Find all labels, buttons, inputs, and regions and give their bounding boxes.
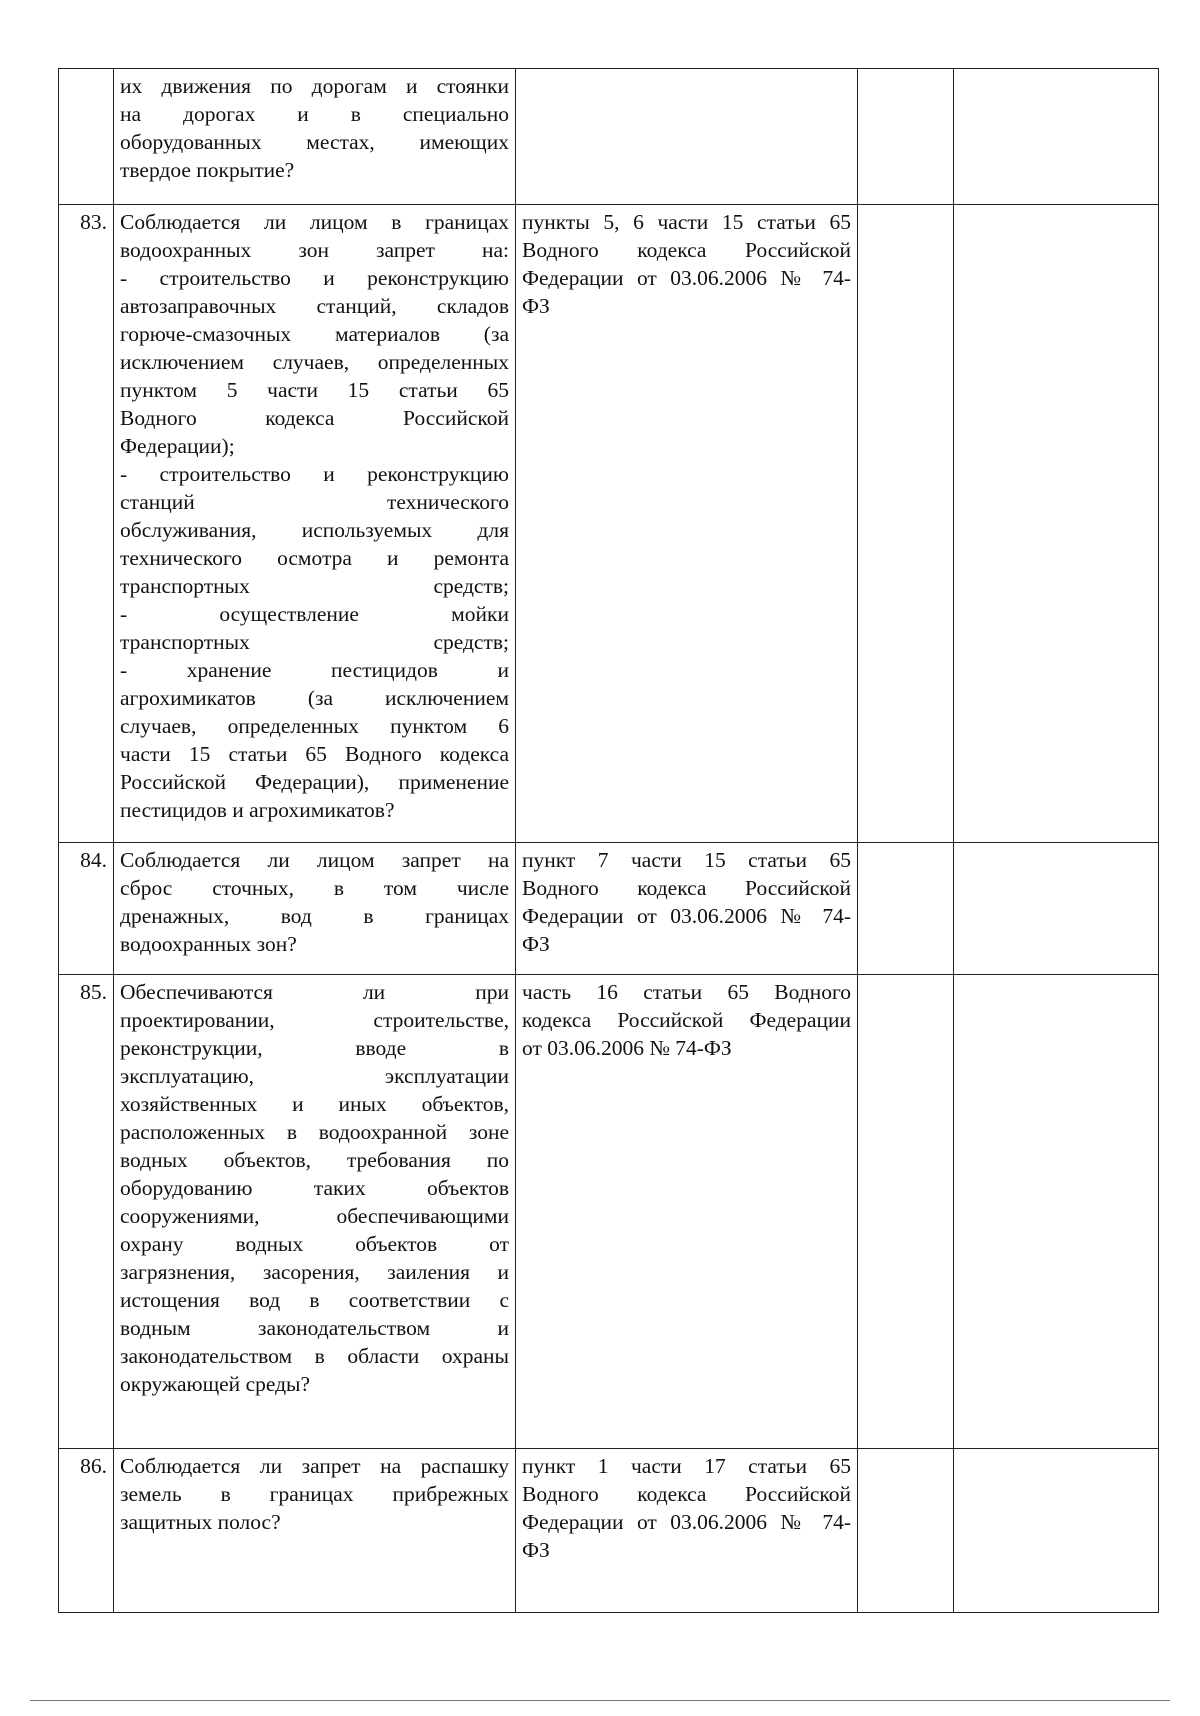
legal-reference-cell <box>516 205 858 843</box>
table-row <box>59 1449 1159 1613</box>
row-number-cell: 84. <box>59 843 114 975</box>
reference-text-line: пункт 7 части 15 статьи 65 <box>522 848 851 872</box>
question-text-line: - строительство и реконструкцию <box>120 462 509 486</box>
question-text-line: Федерации); <box>120 434 235 458</box>
question-text-line: расположенных в водоохранной зоне <box>120 1120 509 1144</box>
question-text-line: оборудованию таких объектов <box>120 1176 509 1200</box>
reference-text-line: Водного кодекса Российской <box>522 238 851 262</box>
table-row <box>59 69 1159 205</box>
question-cell <box>114 1449 516 1613</box>
question-text-line: станций технического <box>120 490 509 514</box>
question-text-line: Соблюдается ли лицом запрет на <box>120 848 509 872</box>
question-text-line: водных объектов, требования по <box>120 1148 509 1172</box>
empty-cell <box>858 1449 954 1613</box>
question-text-line: сброс сточных, в том числе <box>120 876 509 900</box>
reference-text-line: ФЗ <box>522 294 550 318</box>
question-text-line: их движения по дорогам и стоянки <box>120 74 509 98</box>
table-row <box>59 975 1159 1449</box>
row-number-cell: 83. <box>59 205 114 843</box>
question-text-line: реконструкции, вводе в <box>120 1036 509 1060</box>
question-text-line: истощения вод в соответствии с <box>120 1288 509 1312</box>
question-text-line: пестицидов и агрохимикатов? <box>120 798 395 822</box>
empty-cell <box>954 205 1159 843</box>
question-text-line: дренажных, вод в границах <box>120 904 509 928</box>
empty-cell <box>954 1449 1159 1613</box>
question-text-line: - осуществление мойки <box>120 602 509 626</box>
question-text-line: на дорогах и в специально <box>120 102 509 126</box>
question-text-line: горюче-смазочных материалов (за <box>120 322 509 346</box>
empty-cell <box>954 69 1159 205</box>
question-text-line: земель в границах прибрежных <box>120 1482 509 1506</box>
question-text-line: водным законодательством и <box>120 1316 509 1340</box>
reference-text-line: ФЗ <box>522 932 550 956</box>
question-text-line: охрану водных объектов от <box>120 1232 509 1256</box>
table-row <box>59 843 1159 975</box>
table-row <box>59 205 1159 843</box>
empty-cell <box>858 843 954 975</box>
question-text-line: части 15 статьи 65 Водного кодекса <box>120 742 509 766</box>
question-text-line: оборудованных местах, имеющих <box>120 130 509 154</box>
empty-cell <box>954 975 1159 1449</box>
page-bottom-rule <box>30 1700 1170 1701</box>
row-number-cell <box>59 69 114 205</box>
reference-text-line: кодекса Российской Федерации <box>522 1008 851 1032</box>
question-text-line: Обеспечиваются ли при <box>120 980 509 1004</box>
reference-text-line: от 03.06.2006 № 74-ФЗ <box>522 1036 732 1060</box>
reference-text-line: Водного кодекса Российской <box>522 876 851 900</box>
reference-text-line: пункты 5, 6 части 15 статьи 65 <box>522 210 851 234</box>
question-cell <box>114 843 516 975</box>
question-text-line: Соблюдается ли запрет на распашку <box>120 1454 509 1478</box>
legal-reference-cell <box>516 1449 858 1613</box>
reference-text-line: пункт 1 части 17 статьи 65 <box>522 1454 851 1478</box>
question-text-line: водоохранных зон? <box>120 932 297 956</box>
question-text-line: эксплуатацию, эксплуатации <box>120 1064 509 1088</box>
legal-reference-cell <box>516 975 858 1449</box>
question-text-line: законодательством в области охраны <box>120 1344 509 1368</box>
question-text-line: Водного кодекса Российской <box>120 406 509 430</box>
question-text-line: сооружениями, обеспечивающими <box>120 1204 509 1228</box>
question-text-line: автозаправочных станций, складов <box>120 294 509 318</box>
question-text-line: транспортных средств; <box>120 574 509 598</box>
question-text-line: водоохранных зон запрет на: <box>120 238 509 262</box>
reference-text-line: часть 16 статьи 65 Водного <box>522 980 851 1004</box>
checklist-table <box>58 68 1159 1613</box>
question-text-line: обслуживания, используемых для <box>120 518 509 542</box>
row-number-cell: 85. <box>59 975 114 1449</box>
question-text-line: агрохимикатов (за исключением <box>120 686 509 710</box>
question-text-line: исключением случаев, определенных <box>120 350 509 374</box>
reference-text-line: Федерации от 03.06.2006 № 74- <box>522 1510 851 1534</box>
question-text-line: проектировании, строительстве, <box>120 1008 509 1032</box>
question-cell <box>114 205 516 843</box>
question-text-line: - строительство и реконструкцию <box>120 266 509 290</box>
question-text-line: окружающей среды? <box>120 1372 311 1396</box>
legal-reference-cell <box>516 69 858 205</box>
question-cell <box>114 69 516 205</box>
question-text-line: - хранение пестицидов и <box>120 658 509 682</box>
question-text-line: защитных полос? <box>120 1510 281 1534</box>
reference-text-line: Федерации от 03.06.2006 № 74- <box>522 904 851 928</box>
question-text-line: твердое покрытие? <box>120 158 295 182</box>
question-text-line: Соблюдается ли лицом в границах <box>120 210 509 234</box>
question-text-line: хозяйственных и иных объектов, <box>120 1092 509 1116</box>
question-cell <box>114 975 516 1449</box>
question-text-line: Российской Федерации), применение <box>120 770 509 794</box>
empty-cell <box>954 843 1159 975</box>
question-text-line: пунктом 5 части 15 статьи 65 <box>120 378 509 402</box>
empty-cell <box>858 69 954 205</box>
reference-text-line: Водного кодекса Российской <box>522 1482 851 1506</box>
question-text-line: загрязнения, засорения, заиления и <box>120 1260 509 1284</box>
legal-reference-cell <box>516 843 858 975</box>
question-text-line: транспортных средств; <box>120 630 509 654</box>
row-number-cell: 86. <box>59 1449 114 1613</box>
reference-text-line: Федерации от 03.06.2006 № 74- <box>522 266 851 290</box>
question-text-line: случаев, определенных пунктом 6 <box>120 714 509 738</box>
empty-cell <box>858 205 954 843</box>
question-text-line: технического осмотра и ремонта <box>120 546 509 570</box>
reference-text-line: ФЗ <box>522 1538 550 1562</box>
empty-cell <box>858 975 954 1449</box>
